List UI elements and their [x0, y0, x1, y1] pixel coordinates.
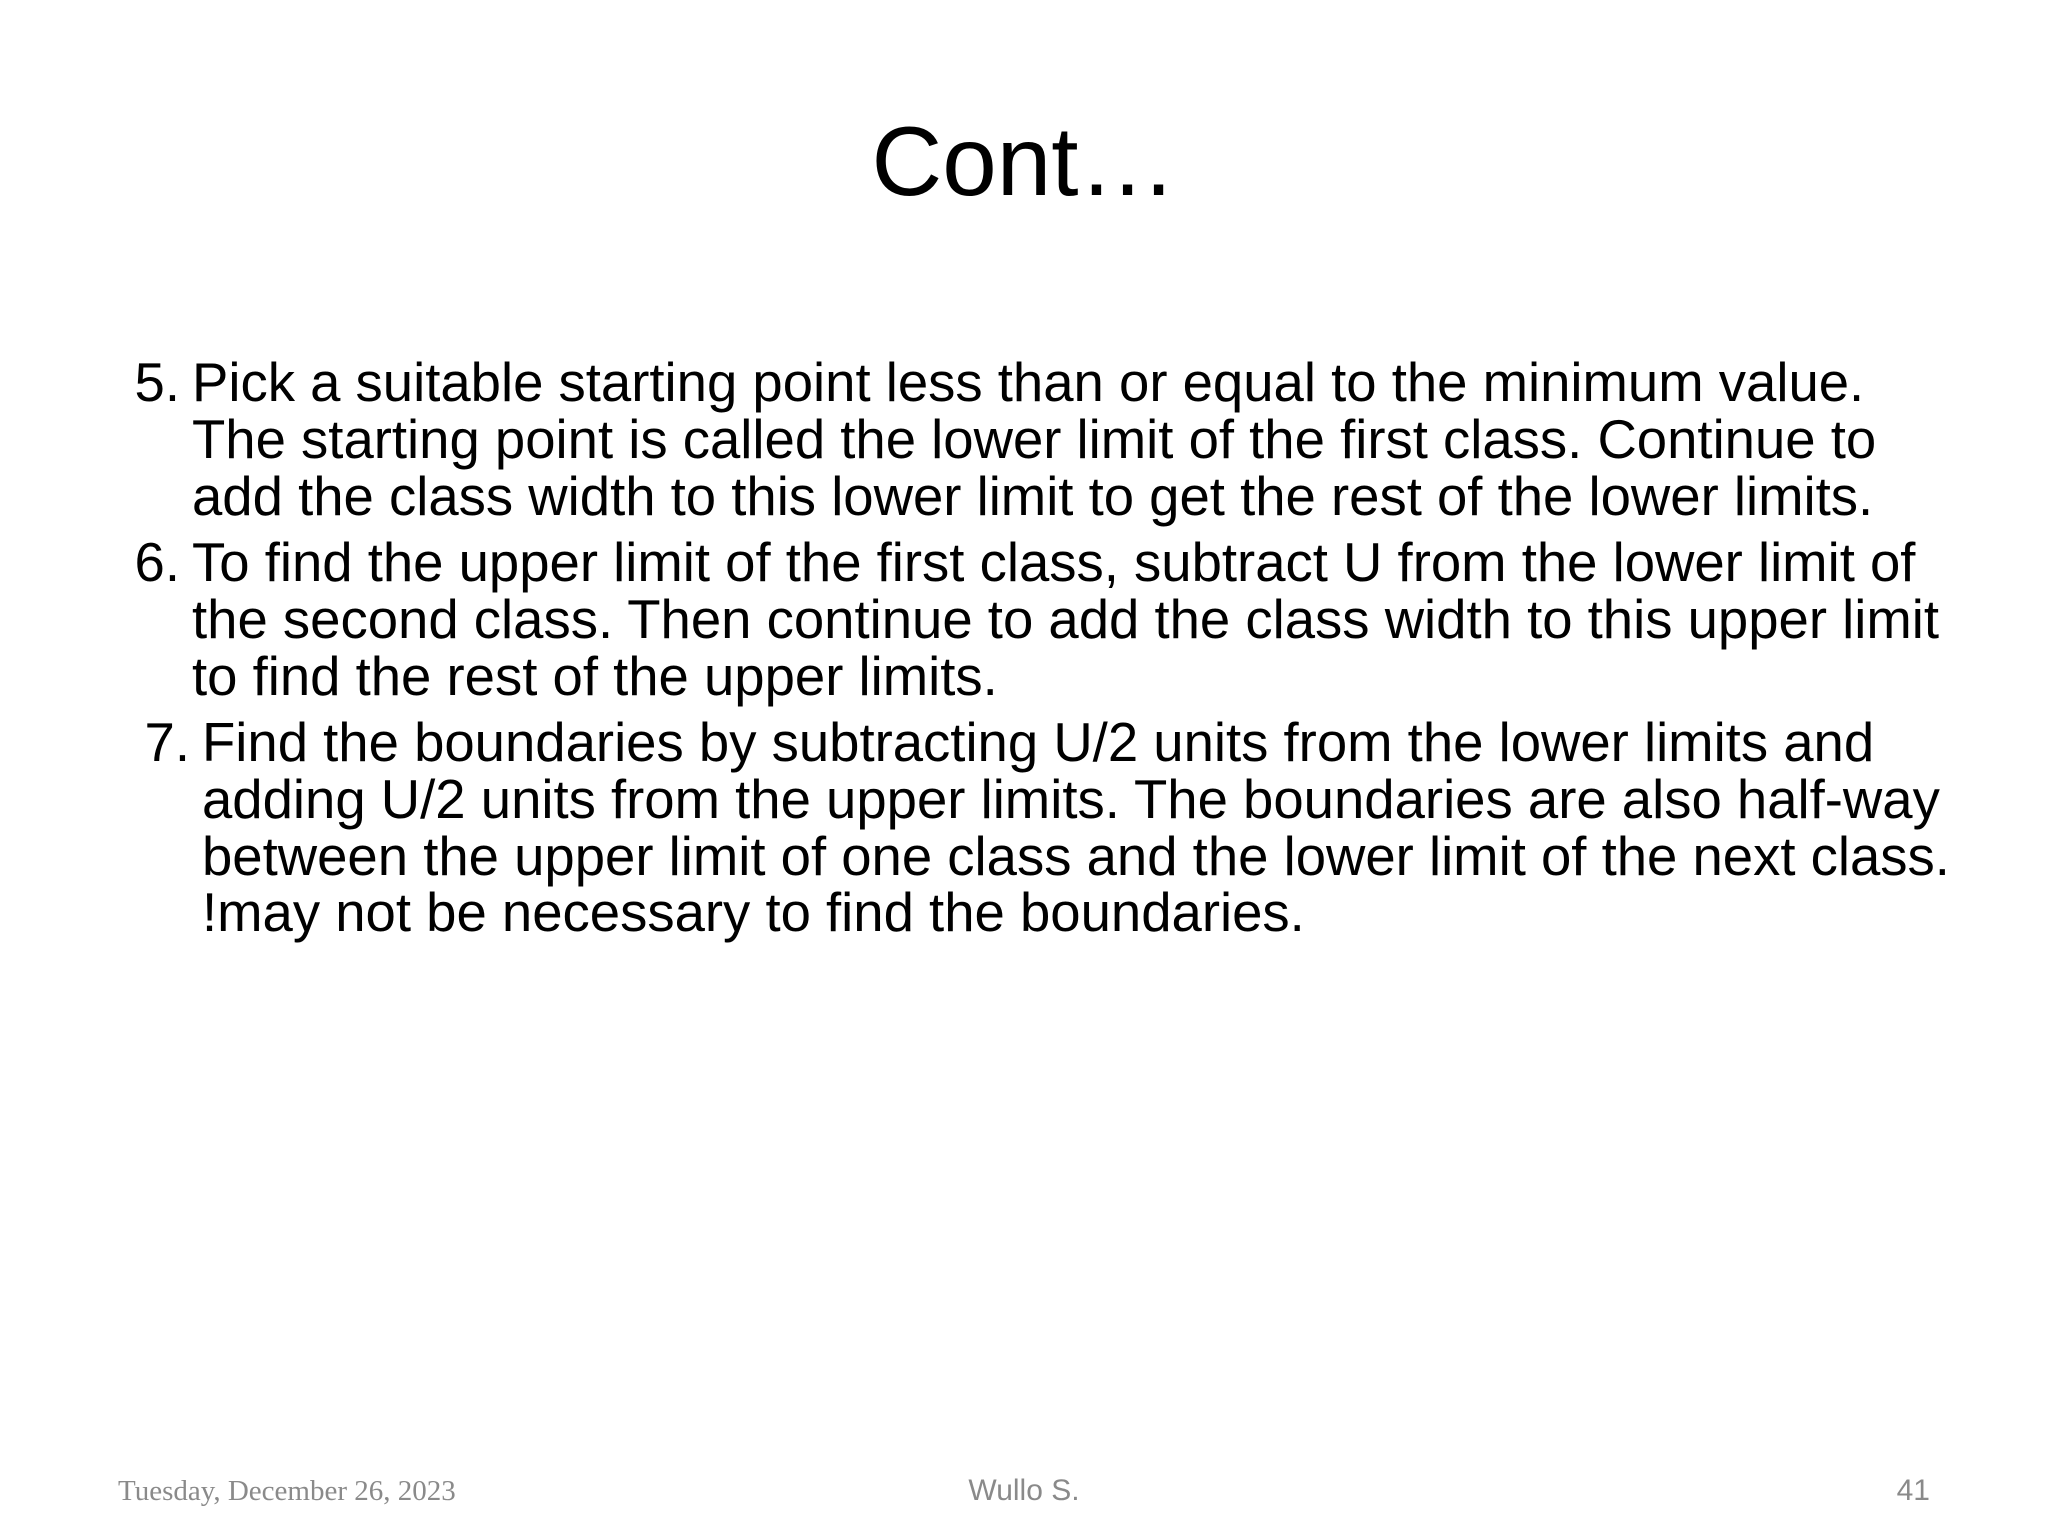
- list-item-number: 5.: [134, 352, 180, 413]
- slide-footer: [0, 1441, 2048, 1536]
- footer-author: Wullo S.: [968, 1474, 1080, 1507]
- footer-page-number: 41: [1896, 1474, 1930, 1507]
- list-item: [108, 711, 1963, 944]
- slide-body: [108, 352, 1963, 951]
- list-item: [108, 531, 1963, 707]
- list-item-text: Find the boundaries by subtracting U/2 units from the lower limits and adding U/2 units from the upper limits. The boundaries are also half-way between the upper limit of one class and the lower limit of the next class. !may not be necessary to find the boundaries.: [202, 711, 1950, 944]
- page-title: Cont…: [871, 106, 1177, 216]
- list-item-number: 7.: [144, 711, 190, 773]
- list-item-text: Pick a suitable starting point less than or equal to the minimum value. The starting point is called the lower limit of the first class. Continue to add the class width to this lower limit to get the rest of the lower limits.: [192, 352, 1877, 527]
- list-item: [108, 352, 1963, 527]
- list-item-text: To find the upper limit of the first class, subtract U from the lower limit of the second class. Then continue to add the class width to this upper limit to find the rest of the upper limits.: [192, 531, 1940, 707]
- list-item-number: 6.: [134, 531, 180, 593]
- footer-date: Tuesday, December 26, 2023: [118, 1475, 456, 1507]
